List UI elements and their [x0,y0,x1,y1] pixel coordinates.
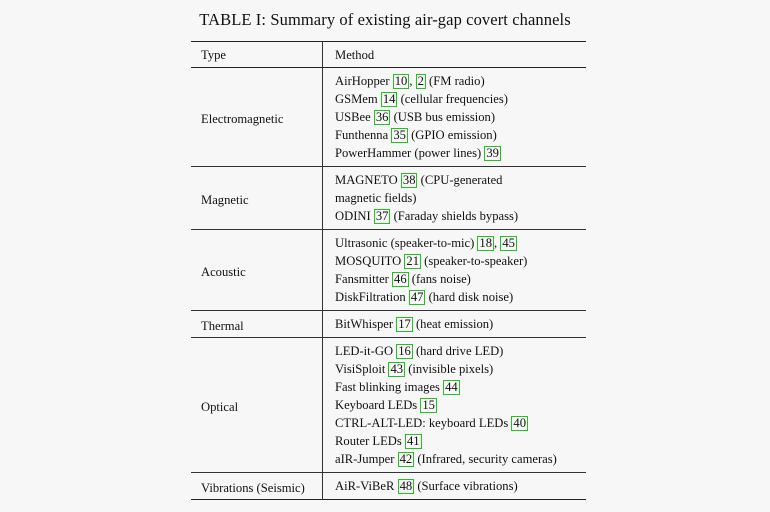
method-text: (speaker-to-speaker) [420,254,528,268]
method-list [323,338,587,473]
method-line [335,477,586,495]
method-list [323,167,587,230]
method-line [335,450,586,468]
method-line [335,396,586,414]
method-text: MAGNETO [335,173,401,187]
citation-link[interactable]: 18 [479,236,493,250]
method-text: (invisible pixels) [405,362,494,376]
table-header-row [191,42,586,68]
method-text: (Faraday shields bypass) [390,209,519,223]
method-line [335,90,586,108]
method-text: (hard drive LED) [412,344,504,358]
method-line [335,234,586,252]
method-text: (CPU-generated [417,173,503,187]
method-text: GSMem [335,92,381,106]
citation-link[interactable]: 40 [513,416,526,430]
citation-link[interactable]: 42 [399,452,413,466]
method-list [323,68,587,167]
method-text: CTRL-ALT-LED: keyboard LEDs [335,416,512,430]
method-text: AiR-ViBeR [335,479,398,493]
method-text: (fans noise) [408,272,471,286]
channel-type: Acoustic [191,230,323,311]
method-line [335,360,586,378]
method-text: BitWhisper [335,317,397,331]
method-list [323,230,587,311]
table-body [191,68,586,500]
method-text: VisiSploit [335,362,389,376]
citation-link[interactable]: 48 [399,479,413,493]
citation-link[interactable]: 46 [394,272,407,286]
method-text: USBee [335,110,374,124]
citation-link[interactable]: 47 [410,290,424,304]
citation-link[interactable]: 37 [375,209,389,223]
method-text: (Infrared, security cameras) [414,452,557,466]
method-text: , [494,236,501,250]
table-row [191,338,586,473]
method-text: (USB bus emission) [390,110,496,124]
citation-link[interactable]: 43 [390,362,404,376]
table-row [191,311,586,338]
channel-type: Thermal [191,311,323,338]
method-list [323,311,587,338]
citation-link[interactable]: 14 [382,92,396,106]
method-line [335,378,586,396]
method-text: (cellular frequencies) [397,92,508,106]
citation-link[interactable]: 36 [375,110,389,124]
citation-link[interactable]: 39 [486,146,499,160]
channel-type: Magnetic [191,167,323,230]
method-text: (FM radio) [425,74,485,88]
method-line [335,207,586,225]
citation-link[interactable]: 17 [398,317,411,331]
citation-link[interactable]: 2 [417,74,424,88]
channel-type: Electromagnetic [191,68,323,167]
channel-type: Optical [191,338,323,473]
method-list [323,473,587,500]
header-method: Method [335,47,375,62]
covert-channels-table [191,41,586,500]
method-text: aIR-Jumper [335,452,398,466]
table-row [191,68,586,167]
method-line [335,108,586,126]
method-line [335,270,586,288]
table-caption: TABLE I: Summary of existing air-gap covert channels [199,10,571,29]
method-line [335,342,586,360]
method-text: magnetic fields) [335,191,417,205]
method-text: LED-it-GO [335,344,397,358]
method-line [335,171,586,189]
citation-link[interactable]: 35 [393,128,406,142]
method-text: PowerHammer (power lines) [335,146,485,160]
method-text: , [409,74,416,88]
table-row [191,167,586,230]
method-text: (hard disk noise) [425,290,514,304]
citation-link[interactable]: 45 [502,236,515,250]
method-text: ODINI [335,209,374,223]
method-line [335,189,586,207]
method-text: MOSQUITO [335,254,405,268]
method-line [335,72,586,90]
method-text: Fast blinking images [335,380,444,394]
method-line [335,252,586,270]
table-row [191,230,586,311]
method-text: Keyboard LEDs [335,398,421,412]
citation-link[interactable]: 44 [445,380,458,394]
method-text: DiskFiltration [335,290,409,304]
method-line [335,144,586,162]
citation-link[interactable]: 38 [402,173,416,187]
citation-link[interactable]: 10 [394,74,408,88]
citation-link[interactable]: 41 [406,434,420,448]
channel-type: Vibrations (Seismic) [191,473,323,500]
method-line [335,414,586,432]
header-type: Type [191,42,323,68]
citation-link[interactable]: 15 [422,398,435,412]
method-line [335,432,586,450]
method-text: (heat emission) [412,317,494,331]
method-text: Fansmitter [335,272,393,286]
table-row [191,473,586,500]
method-line [335,288,586,306]
citation-link[interactable]: 16 [398,344,411,358]
method-text: AirHopper [335,74,393,88]
method-line [335,315,586,333]
method-text: (Surface vibrations) [414,479,518,493]
citation-link[interactable]: 21 [406,254,419,268]
method-text: Funthenna [335,128,392,142]
method-line [335,126,586,144]
method-text: Ultrasonic (speaker-to-mic) [335,236,478,250]
method-text: Router LEDs [335,434,405,448]
method-text: (GPIO emission) [407,128,497,142]
